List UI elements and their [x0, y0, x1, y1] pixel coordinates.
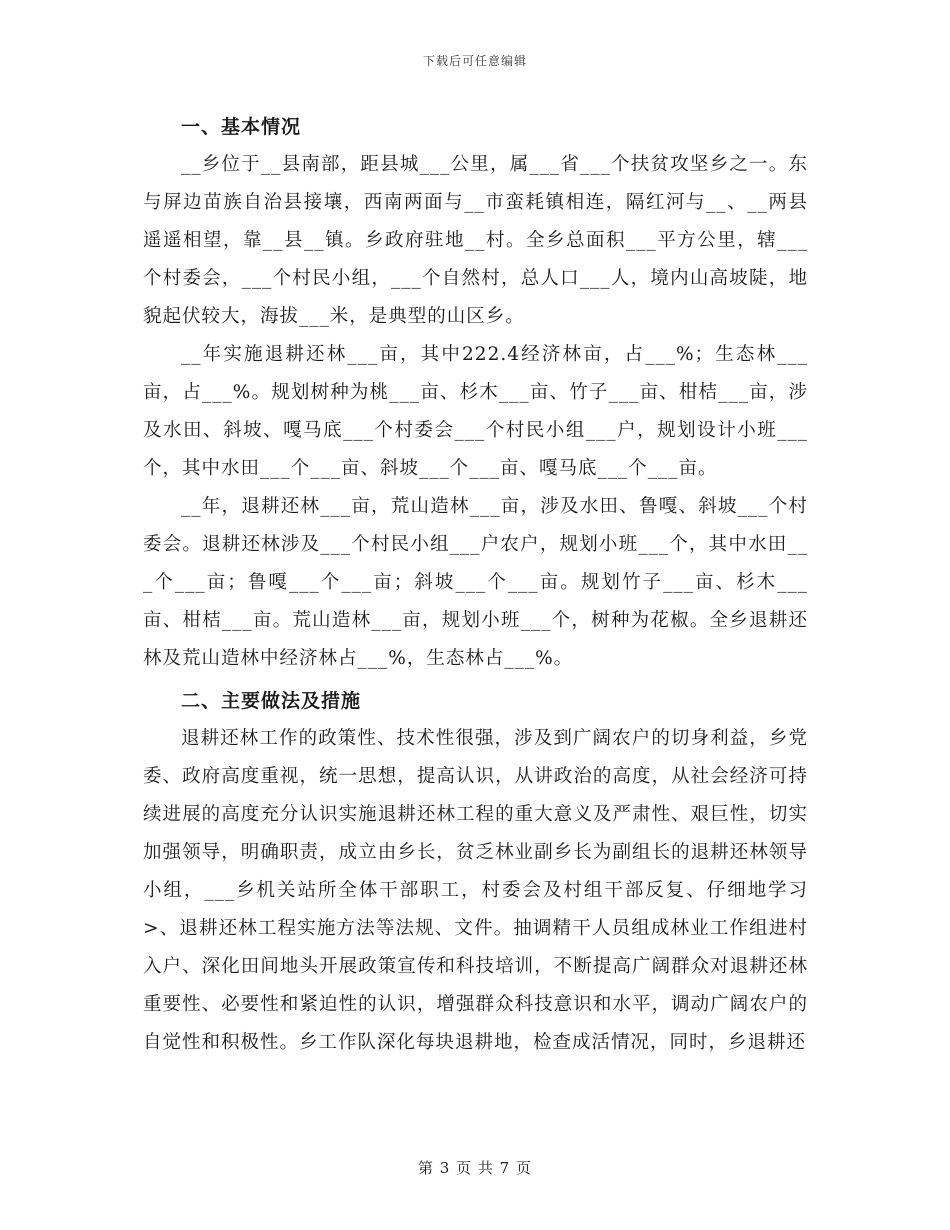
- paragraph-reforestation-year: __年，退耕还林___亩，荒山造林___亩，涉及水田、鲁嘎、斜坡___个村委会。退耕还林涉及___个村民小组___户农户，规划小班___个，其中水田___个___亩；鲁嘎___个___亩；斜坡___个___亩。规划竹子___亩、杉木___亩、柑桔___亩。荒山造林___亩，规划小班___个，树种为花椒。全乡退耕还林及荒山造林中经济林占___%，生态林占___%。: [143, 496, 808, 669]
- section-heading-main-measures: 二、主要做法及措施: [181, 690, 362, 712]
- section-heading-basic-situation: 一、基本情况: [181, 116, 302, 138]
- paragraph-location: __乡位于__县南部，距县城___公里，属___省___个扶贫攻坚乡之一。东与屏边苗族自治县接壤，西南两面与__市蛮耗镇相连，隔红河与__、__两县遥遥相望，靠__县__镇。乡政府驻地__村。全乡总面积___平方公里，辖___个村委会，___个村民小组，___个自然村，总人口___人，境内山高坡陡，地貌起伏较大，海拔___米，是典型的山区乡。: [143, 154, 808, 327]
- page-footer: 第 3 页 共 7 页: [418, 1159, 532, 1177]
- page-header: 下载后可任意编辑: [422, 54, 527, 68]
- document-body: [143, 108, 808, 1062]
- paragraph-reforestation-plan: __年实施退耕还林___亩，其中222.4经济林亩，占___%；生态林___亩，占___%。规划树种为桃___亩、杉木___亩、竹子___亩、柑桔___亩，涉及水田、斜坡、嘎马底___个村委会___个村民小组___户，规划设计小班___个，其中水田___个___亩、斜坡___个___亩、嘎马底___个___亩。: [143, 344, 808, 479]
- paragraph-measures: 退耕还林工作的政策性、技术性很强，涉及到广阔农户的切身利益，乡党委、政府高度重视，统一思想，提高认识，从讲政治的高度，从社会经济可持续进展的高度充分认识实施退耕还林工程的重大意义及严肃性、艰巨性，切实加强领导，明确职责，成立由乡长，贫乏林业副乡长为副组长的退耕还林领导小组，___乡机关站所全体干部职工，村委会及村组干部反复、仔细地学习>、退耕还林工程实施方法等法规、文件。抽调精干人员组成林业工作组进村入户、深化田间地头开展政策宣传和科技培训，不断提高广阔群众对退耕还林重要性、必要性和紧迫性的认识，增强群众科技意识和水平，调动广阔农户的自觉性和积极性。乡工作队深化每块退耕地，检查成活情况，同时，乡退耕还: [143, 728, 808, 1053]
